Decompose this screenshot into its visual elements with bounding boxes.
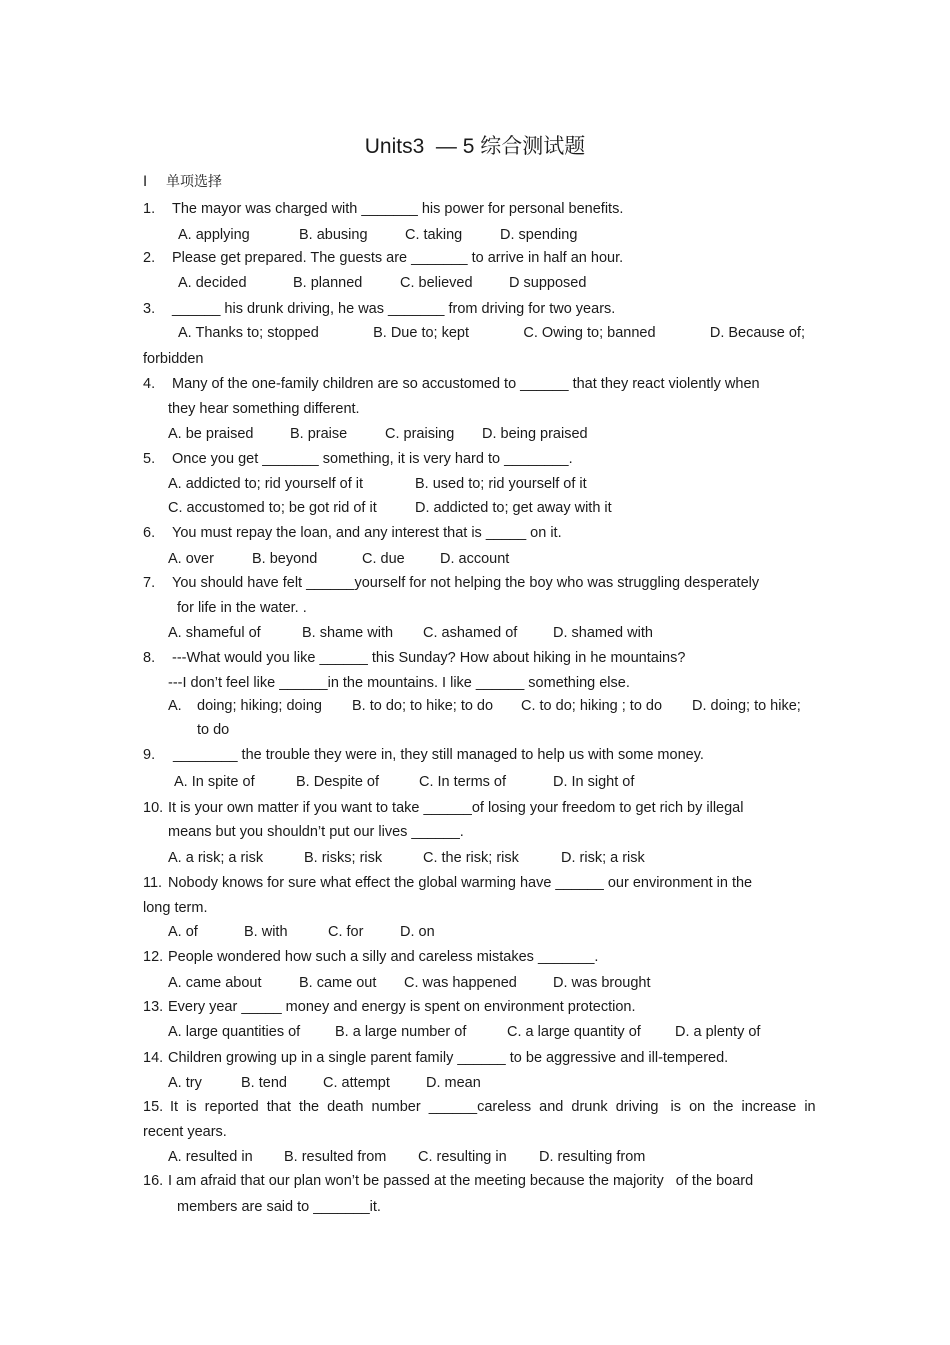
question-stem: Children growing up in a single parent family ______ to be aggressive and ill-tempered. (168, 1050, 729, 1066)
option-d: D. mean (426, 1075, 481, 1091)
question-stem-continued: for life in the water. . (177, 600, 307, 616)
option-c: C. resulting in (418, 1149, 507, 1165)
option-a: A. be praised (168, 426, 254, 442)
question-stem: The mayor was charged with _______ his power for personal benefits. (172, 201, 624, 217)
option-b: B. to do; to hike; to do (352, 698, 494, 714)
option-b: B. abusing (299, 227, 368, 243)
question-number: 16. (143, 1173, 164, 1189)
option-c: C. praising (385, 426, 455, 442)
option-c: C. Owing to; banned (523, 325, 656, 341)
question-stem: You should have felt ______yourself for not helping the boy who was struggling desperately (172, 575, 760, 591)
option-c: C. attempt (323, 1075, 390, 1091)
option-b: B. Despite of (296, 774, 380, 790)
option-a: A. Thanks to; stopped (178, 325, 319, 341)
option-a: A. try (168, 1075, 202, 1091)
option-a: A. large quantities of (168, 1024, 301, 1040)
question-stem: Once you get _______ something, it is very hard to ________. (172, 451, 573, 467)
option-b: B. praise (290, 426, 348, 442)
option-b: B. tend (241, 1075, 287, 1091)
option-b: B. came out (299, 975, 377, 991)
option-d: D. risk; a risk (561, 850, 645, 866)
option-b: B. a large number of (335, 1024, 467, 1040)
question-number: 11. (143, 875, 163, 891)
option-b: B. resulted from (284, 1149, 387, 1165)
option-d: D supposed (509, 275, 587, 291)
question-number: 13. (143, 999, 164, 1015)
option-a: A. a risk; a risk (168, 850, 264, 866)
option-a: A. addicted to; rid yourself of it (168, 476, 364, 492)
question-stem: ________ the trouble they were in, they still managed to help us with some money. (173, 747, 704, 763)
question-stem-continued: recent years. (143, 1124, 227, 1140)
option-d: D. was brought (553, 975, 651, 991)
question-number: 9. (143, 747, 156, 763)
option-c: C. accustomed to; be got rid of it (168, 500, 377, 516)
question-stem: Many of the one-family children are so accustomed to ______ that they react violently when (172, 376, 760, 392)
option-c: C. a large quantity of (507, 1024, 641, 1040)
question-number: 10. (143, 800, 164, 816)
option-d: D. on (400, 924, 435, 940)
question-stem: It is reported that the death number ______careless and drunk driving is on the increase in (170, 1099, 816, 1115)
option-a: A. applying (178, 227, 250, 243)
option-d: D. a plenty of (675, 1024, 761, 1040)
question-number: 6. (143, 525, 156, 541)
option-b: B. used to; rid yourself of it (415, 476, 587, 492)
section-numeral: I (143, 174, 148, 190)
option-a: A. shameful of (168, 625, 261, 641)
question-stem: Every year _____ money and energy is spent on environment protection. (168, 999, 636, 1015)
question-number: 3. (143, 301, 156, 317)
question-number: 2. (143, 250, 156, 266)
option-c: C. In terms of (419, 774, 507, 790)
question-stem: People wondered how such a silly and careless mistakes _______. (168, 949, 599, 965)
question-stem: ______ his drunk driving, he was _______ from driving for two years. (172, 301, 616, 317)
option-c: C. believed (400, 275, 473, 291)
option-d: D. shamed with (553, 625, 653, 641)
question-number: 8. (143, 650, 156, 666)
option-b: B. risks; risk (304, 850, 383, 866)
option-d: D. account (440, 551, 510, 567)
question-stem: Nobody knows for sure what effect the global warming have ______ our environment in the (168, 875, 753, 891)
option-d: D. addicted to; get away with it (415, 500, 612, 516)
option-b: B. with (244, 924, 288, 940)
option-b: B. beyond (252, 551, 318, 567)
option-c: C. the risk; risk (423, 850, 519, 866)
question-stem-continued: ---I don’t feel like ______in the mountains. I like ______ something else. (168, 675, 630, 691)
option-a-letter: A. (168, 698, 182, 714)
question-number: 1. (143, 201, 156, 217)
option-d: D. spending (500, 227, 578, 243)
option-continuation: forbidden (143, 351, 204, 367)
option-b: B. planned (293, 275, 363, 291)
option-a: A. decided (178, 275, 247, 291)
option-a: A. of (168, 924, 198, 940)
question-number: 14. (143, 1050, 164, 1066)
option-a: A. came about (168, 975, 262, 991)
question-number: 4. (143, 376, 156, 392)
question-number: 7. (143, 575, 156, 591)
question-stem: You must repay the loan, and any interest that is _____ on it. (172, 525, 562, 541)
option-a: A. resulted in (168, 1149, 253, 1165)
question-stem-continued: long term. (143, 900, 208, 916)
question-stem: Please get prepared. The guests are _______ to arrive in half an hour. (172, 250, 624, 266)
question-stem: ---What would you like ______ this Sunday? How about hiking in he mountains? (172, 650, 686, 666)
option-c: C. for (328, 924, 364, 940)
option-b: B. Due to; kept (373, 325, 470, 341)
question-number: 15. (143, 1099, 164, 1115)
question-stem: It is your own matter if you want to take ______of losing your freedom to get rich by illegal (168, 800, 744, 816)
option-b: B. shame with (302, 625, 394, 641)
question-number: 5. (143, 451, 156, 467)
option-a: doing; hiking; doing (197, 698, 322, 714)
section-heading: 单项选择 (166, 174, 222, 190)
question-stem: I am afraid that our plan won’t be passed at the meeting because the majority of the board (168, 1173, 754, 1189)
option-a: A. In spite of (174, 774, 255, 790)
question-stem-continued: means but you shouldn’t put our lives ______. (168, 824, 464, 840)
option-d: D. resulting from (539, 1149, 646, 1165)
option-d: D. Because of; (709, 325, 805, 341)
option-c: C. taking (405, 227, 463, 243)
question-number: 12. (143, 949, 164, 965)
option-a: A. over (168, 551, 214, 567)
question-stem-continued: members are said to _______it. (177, 1199, 381, 1215)
option-c: C. was happened (404, 975, 517, 991)
option-continuation: to do (197, 722, 230, 738)
option-d: D. In sight of (553, 774, 635, 790)
question-stem-continued: they hear something different. (168, 401, 360, 417)
page-title: Units3 — 5 综合测试题 (364, 135, 586, 158)
option-c: C. ashamed of (423, 625, 518, 641)
option-d: D. being praised (482, 426, 588, 442)
option-d: D. doing; to hike; (692, 698, 801, 714)
option-row (178, 326, 805, 341)
option-c: C. due (362, 551, 405, 567)
option-c: C. to do; hiking ; to do (521, 698, 663, 714)
